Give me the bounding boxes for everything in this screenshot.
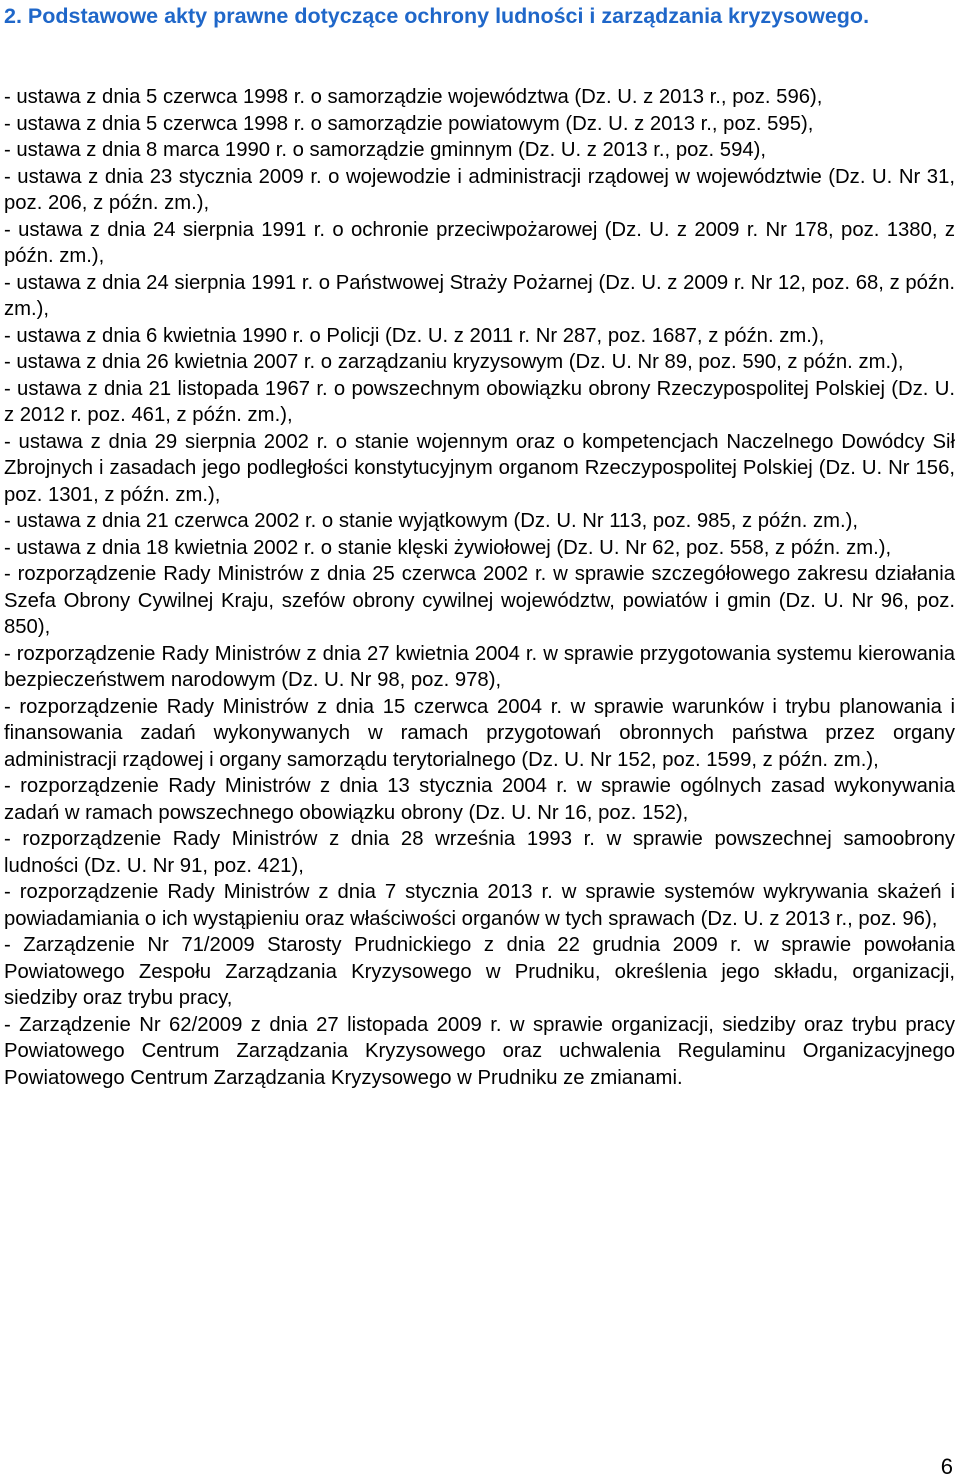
list-item: - ustawa z dnia 5 czerwca 1998 r. o samorządzie województwa (Dz. U. z 2013 r., poz. 596),	[4, 86, 823, 108]
list-item: - ustawa z dnia 21 czerwca 2002 r. o stanie wyjątkowym (Dz. U. Nr 113, poz. 985, z późn. zm.),	[4, 510, 859, 532]
list-item: - rozporządzenie Rady Ministrów z dnia 25 czerwca 2002 r. w sprawie szczegółowego zakresu działania Szefa Obrony Cywilnej Kraju, szefów obrony cywilnej województw, powiatów i gmin (Dz. U. Nr 96, poz. 850),	[4, 563, 955, 638]
list-item: - ustawa z dnia 18 kwietnia 2002 r. o stanie klęski żywiołowej (Dz. U. Nr 62, poz. 558, z późn. zm.),	[4, 536, 892, 559]
list-item: - ustawa z dnia 21 listopada 1967 r. o powszechnym obowiązku obrony Rzeczypospolitej Polskiej (Dz. U. z 2012 r. poz. 461, z późn. zm.),	[4, 377, 955, 426]
list-item: - Zarządzenie Nr 62/2009 z dnia 27 listopada 2009 r. w sprawie organizacji, siedziby oraz trybu pracy Powiatowego Centrum Zarządzania Kryzysowego oraz uchwalenia Regulaminu Organizacyjnego Powiatowego Centrum Zarządzania Kryzysowego w Prudniku ze zmianami.	[4, 1013, 955, 1089]
list-item: - rozporządzenie Rady Ministrów z dnia 7 stycznia 2013 r. w sprawie systemów wykrywania skażeń i powiadamiania o ich wystąpieniu oraz właściwości organów w tych sprawach (Dz. U. z 2013 r., poz. 96),	[4, 881, 955, 930]
list-item: - ustawa z dnia 6 kwietnia 1990 r. o Policji (Dz. U. z 2011 r. Nr 287, poz. 1687, z późn. zm.),	[4, 324, 825, 347]
list-item: - ustawa z dnia 26 kwietnia 2007 r. o zarządzaniu kryzysowym (Dz. U. Nr 89, poz. 590, z późn. zm.),	[4, 351, 904, 373]
list-item: - rozporządzenie Rady Ministrów z dnia 13 stycznia 2004 r. w sprawie ogólnych zasad wykonywania zadań w ramach powszechnego obowiązku obrony (Dz. U. Nr 16, poz. 152),	[4, 775, 955, 824]
page-number: 6	[940, 1454, 953, 1479]
list-item: - ustawa z dnia 23 stycznia 2009 r. o wojewodzie i administracji rządowej w województwie (Dz. U. Nr 31, poz. 206, z późn. zm.),	[4, 165, 955, 214]
list-item: - Zarządzenie Nr 71/2009 Starosty Prudnickiego z dnia 22 grudnia 2009 r. w sprawie powołania Powiatowego Zespołu Zarządzania Kryzysowego w Prudniku, określenia jego składu, organizacji, siedziby oraz trybu pracy,	[4, 934, 955, 1009]
list-item: - rozporządzenie Rady Ministrów z dnia 27 kwietnia 2004 r. w sprawie przygotowania systemu kierowania bezpieczeństwem narodowym (Dz. U. Nr 98, poz. 978),	[4, 642, 955, 691]
list-item: - rozporządzenie Rady Ministrów z dnia 28 września 1993 r. w sprawie powszechnej samoobrony ludności (Dz. U. Nr 91, poz. 421),	[4, 828, 955, 877]
list-item: - ustawa z dnia 24 sierpnia 1991 r. o ochronie przeciwpożarowej (Dz. U. z 2009 r. Nr 178, poz. 1380, z późn. zm.),	[4, 218, 955, 267]
list-item: - ustawa z dnia 29 sierpnia 2002 r. o stanie wojennym oraz o kompetencjach Naczelnego Dowódcy Sił Zbrojnych i zasadach jego podległości konstytucyjnym organom Rzeczypospolitej Polskiej (Dz. U. Nr 156, poz. 1301, z późn. zm.),	[4, 430, 955, 506]
document-page	[4, 0, 955, 1091]
list-item: - ustawa z dnia 24 sierpnia 1991 r. o Państwowej Straży Pożarnej (Dz. U. z 2009 r. Nr 12, poz. 68, z późn. zm.),	[4, 271, 955, 320]
legal-acts-list	[4, 84, 955, 1091]
section-heading: 2. Podstawowe akty prawne dotyczące ochrony ludności i zarządzania kryzysowego.	[4, 4, 870, 28]
list-item: - ustawa z dnia 5 czerwca 1998 r. o samorządzie powiatowym (Dz. U. z 2013 r., poz. 595),	[4, 112, 814, 135]
list-item: - rozporządzenie Rady Ministrów z dnia 15 czerwca 2004 r. w sprawie warunków i trybu planowania i finansowania zadań wykonywanych w ramach przygotowań obronnych państwa przez organy administracji rządowej i organy samorządu terytorialnego (Dz. U. Nr 152, poz. 1599, z późn. zm.),	[4, 695, 955, 771]
list-item: - ustawa z dnia 8 marca 1990 r. o samorządzie gminnym (Dz. U. z 2013 r., poz. 594),	[4, 139, 767, 161]
